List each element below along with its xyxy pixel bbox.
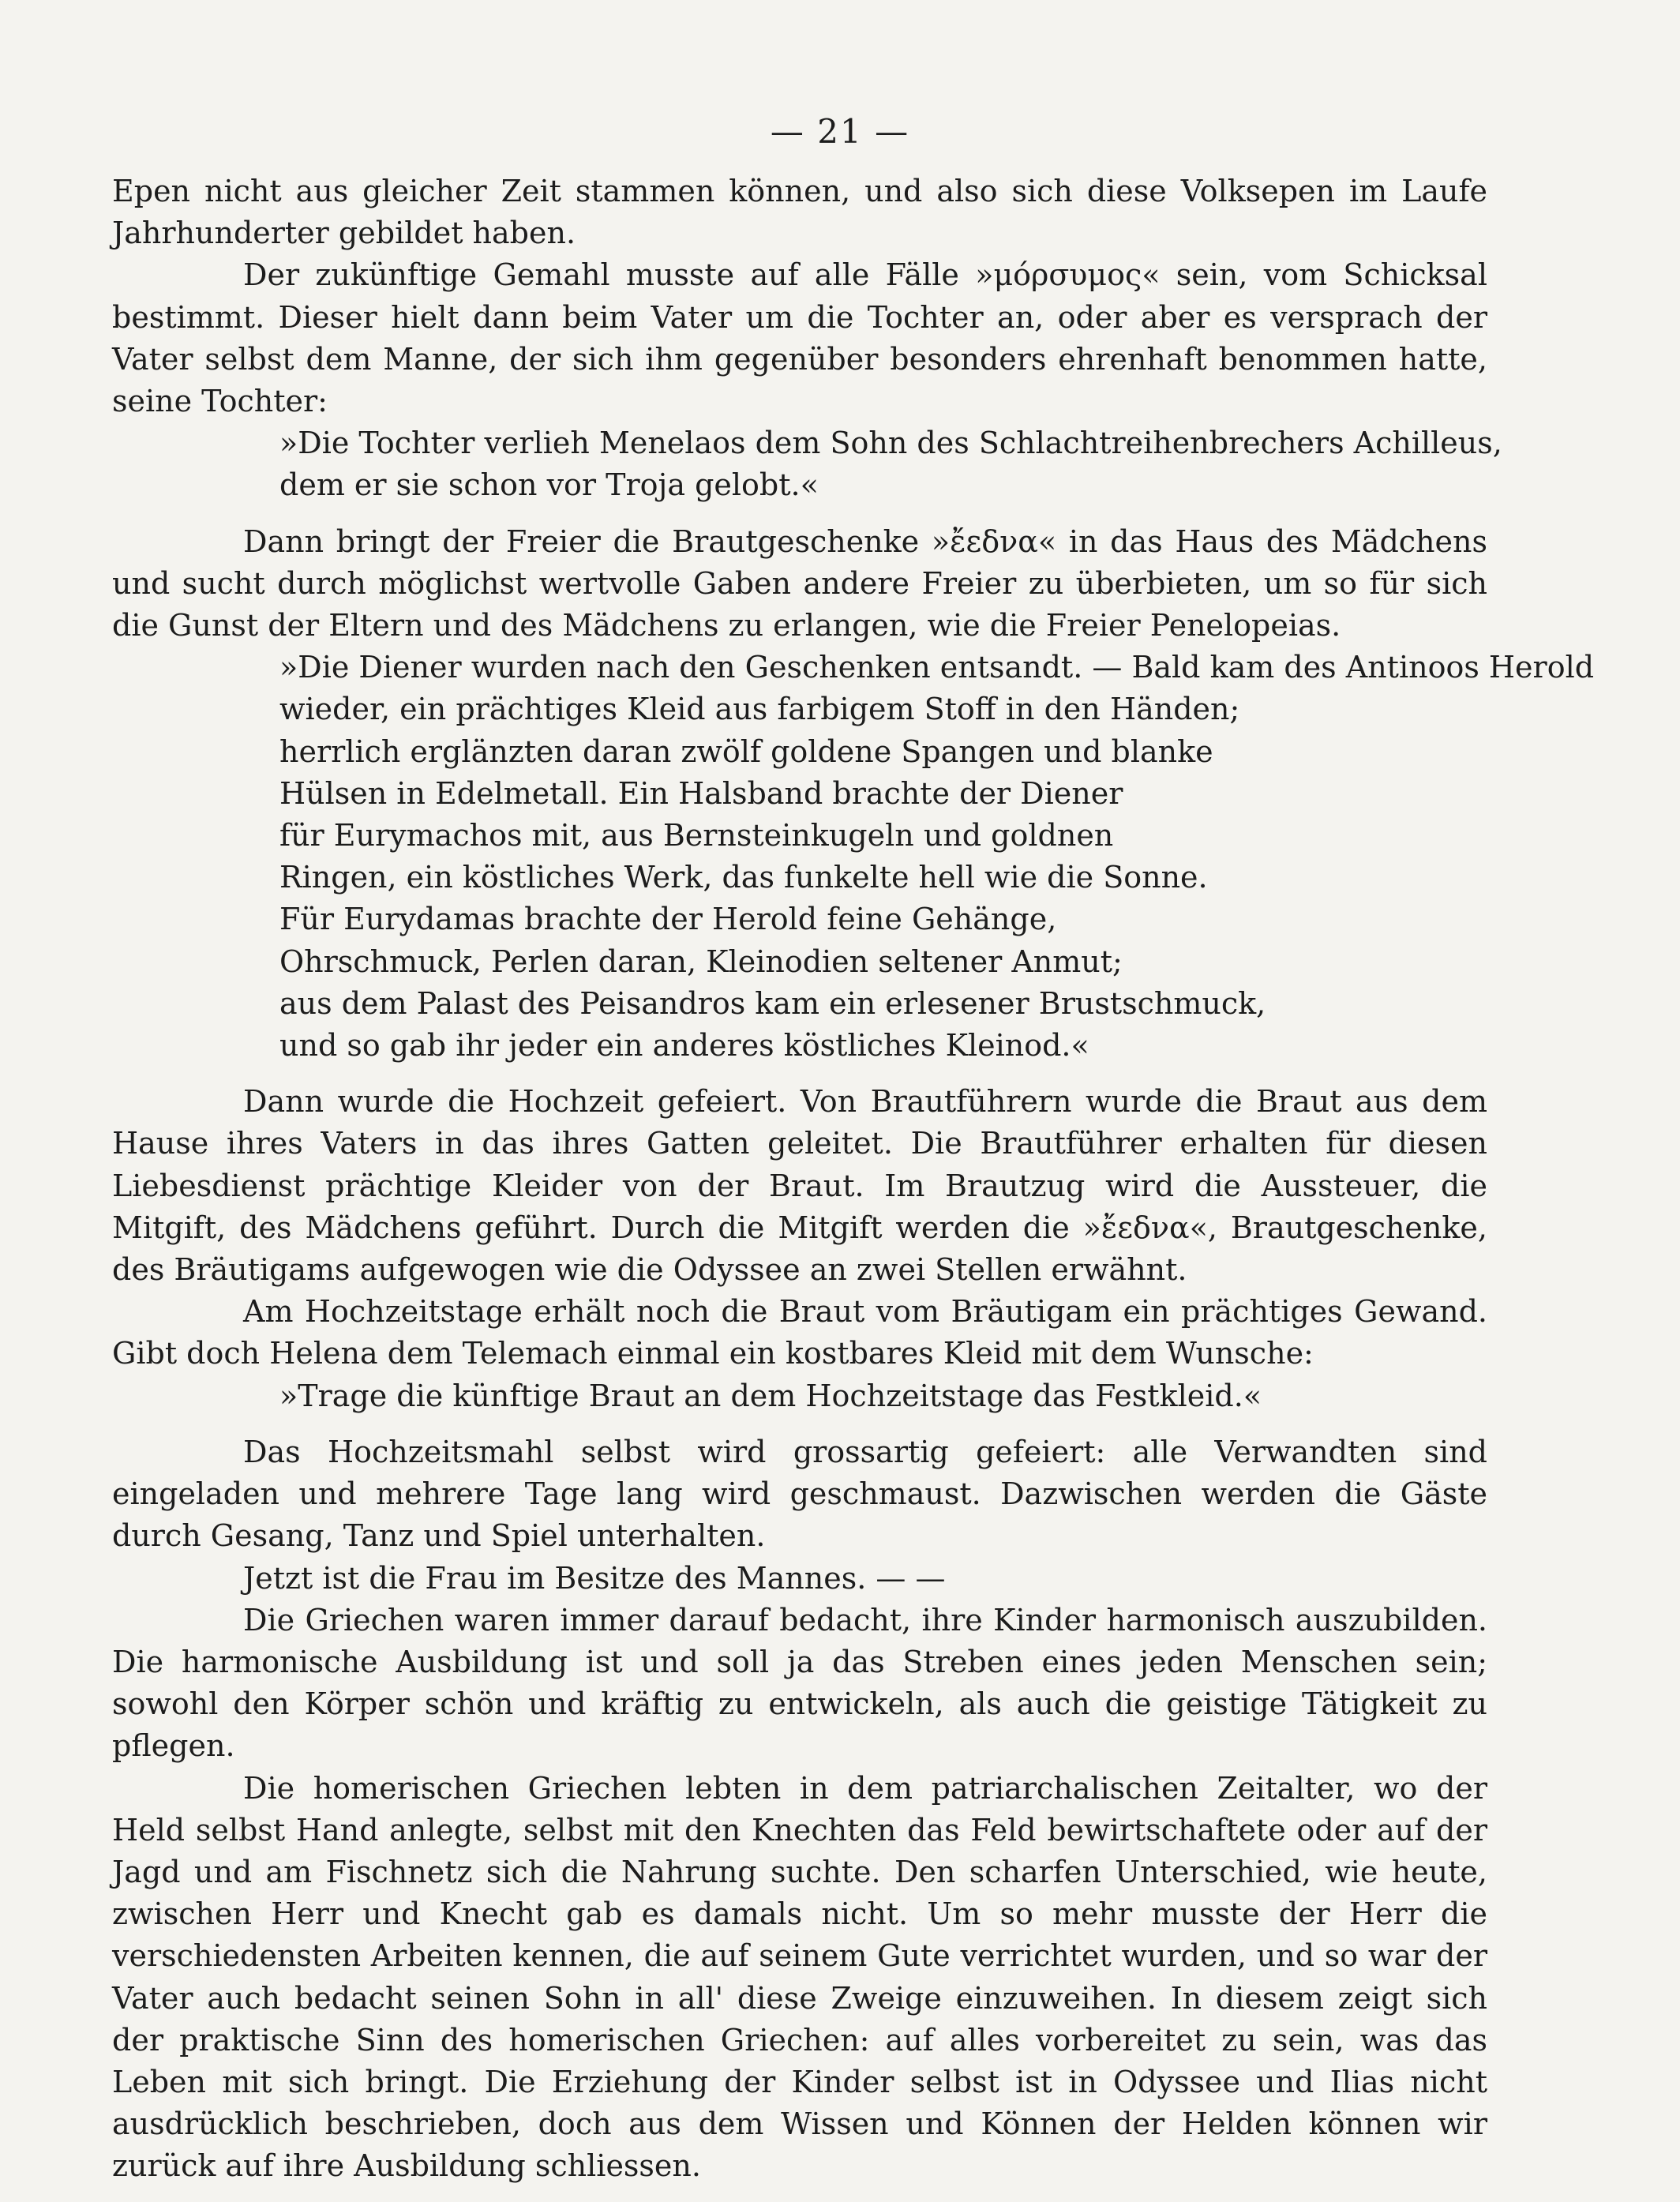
paragraph: Am Hochzeitstage erhält noch die Braut vom Bräutigam ein prächtiges Gewand. Gibt doch Helena dem Telemach einmal ein kostbares Kleid mit dem Wunsche: <box>112 1294 1487 1371</box>
verse-line: Hülsen in Edelmetall. Ein Halsband brachte der Diener <box>279 775 1123 811</box>
page-number: — 21 — <box>770 112 910 151</box>
verse-line: Ringen, ein köstliches Werk, das funkelte hell wie die Sonne. <box>279 860 1208 895</box>
verse-line: Ohrschmuck, Perlen daran, Kleinodien seltener Anmut; <box>279 943 1123 979</box>
paragraph: Dann wurde die Hochzeit gefeiert. Von Brautführern wurde die Braut aus dem Hause ihres Vaters in das ihres Gatten geleitet. Die Brautführer erhalten für diesen Liebesdienst prächtige Kleider von der Braut. Im Brautzug wird die Aussteuer, die Mitgift, des Mädchens geführt. Durch die Mitgift werden die »ἔεδνα«, Brautgeschenke, des Bräutigams aufgewogen wie die Odyssee an zwei Stellen erwähnt. <box>112 1084 1487 1288</box>
verse-line: Für Eurydamas brachte der Herold feine Gehänge, <box>279 902 1057 937</box>
verse-line: dem er sie schon vor Troja gelobt.« <box>279 467 819 503</box>
verse-quote <box>279 1375 1487 1417</box>
paragraph: Die homerischen Griechen lebten in dem patriarchalischen Zeitalter, wo der Held selbst Hand anlegte, selbst mit den Knechten das Feld bewirtschaftete oder auf der Jagd und am Fischnetz sich die Nahrung suchte. Den scharfen Unterschied, wie heute, zwischen Herr und Knecht gab es damals nicht. Um so mehr musste der Herr die verschiedensten Arbeiten kennen, die auf seinem Gute verrichtet wurden, und so war der Vater auch bedacht seinen Sohn in all' diese Zweige einzuweihen. In diesem zeigt sich der praktische Sinn des homerischen Griechen: auf alles vorbereitet zu sein, was das Leben mit sich bringt. Die Erziehung der Kinder selbst ist in Odyssee und Ilias nicht ausdrücklich beschrieben, doch aus dem Wissen und Können der Helden können wir zurück auf ihre Ausbildung schliessen. <box>112 1770 1487 2184</box>
paragraph: Das Hochzeitsmahl selbst wird grossartig gefeiert: alle Verwandten sind eingeladen und mehrere Tage lang wird geschmaust. Dazwischen werden die Gäste durch Gesang, Tanz und Spiel unterhalten. <box>112 1434 1487 1554</box>
verse-line: »Die Tochter verlieh Menelaos dem Sohn des Schlachtreihenbrechers Achilleus, <box>279 426 1502 461</box>
verse-line: wieder, ein prächtiges Kleid aus farbigem Stoff in den Händen; <box>279 692 1240 727</box>
paragraph: Der zukünftige Gemahl musste auf alle Fälle »μόρσυμος« sein, vom Schicksal bestimmt. Dieser hielt dann beim Vater um die Tochter an, oder aber es versprach der Vater selbst dem Manne, der sich ihm gegenüber besonders ehrenhaft benommen hatte, seine Tochter: <box>112 257 1487 419</box>
verse-line: für Eurymachos mit, aus Bernsteinkugeln und goldnen <box>279 818 1114 853</box>
verse-quote <box>279 422 1502 506</box>
page-body <box>112 171 1595 2188</box>
paragraph: Epen nicht aus gleicher Zeit stammen können, und also sich diese Volksepen im Laufe Jahrhunderter gebildet haben. <box>112 174 1487 251</box>
verse-line: aus dem Palast des Peisandros kam ein erlesener Brustschmuck, <box>279 985 1266 1021</box>
verse-quote <box>279 647 1595 1067</box>
paragraph: Die Griechen waren immer darauf bedacht, ihre Kinder harmonisch auszubilden. Die harmonische Ausbildung ist und soll ja das Streben eines jeden Menschen sein; sowohl den Körper schön und kräftig zu entwickeln, als auch die geistige Tätigkeit zu pflegen. <box>112 1602 1487 1764</box>
verse-line: herrlich erglänzten daran zwölf goldene Spangen und blanke <box>279 733 1213 769</box>
paragraph: Dann bringt der Freier die Brautgeschenke »ἔεδνα« in das Haus des Mädchens und sucht durch möglichst wertvolle Gaben andere Freier zu überbieten, um so für sich die Gunst der Eltern und des Mädchens zu erlangen, wie die Freier Penelopeias. <box>112 523 1487 643</box>
verse-line: »Trage die künftige Braut an dem Hochzeitstage das Festkleid.« <box>279 1378 1262 1413</box>
verse-line: und so gab ihr jeder ein anderes köstliches Kleinod.« <box>279 1028 1089 1063</box>
verse-line: »Die Diener wurden nach den Geschenken entsandt. — Bald kam des Antinoos Herold <box>279 650 1595 685</box>
paragraph: Jetzt ist die Frau im Besitze des Mannes. — — <box>243 1560 946 1596</box>
